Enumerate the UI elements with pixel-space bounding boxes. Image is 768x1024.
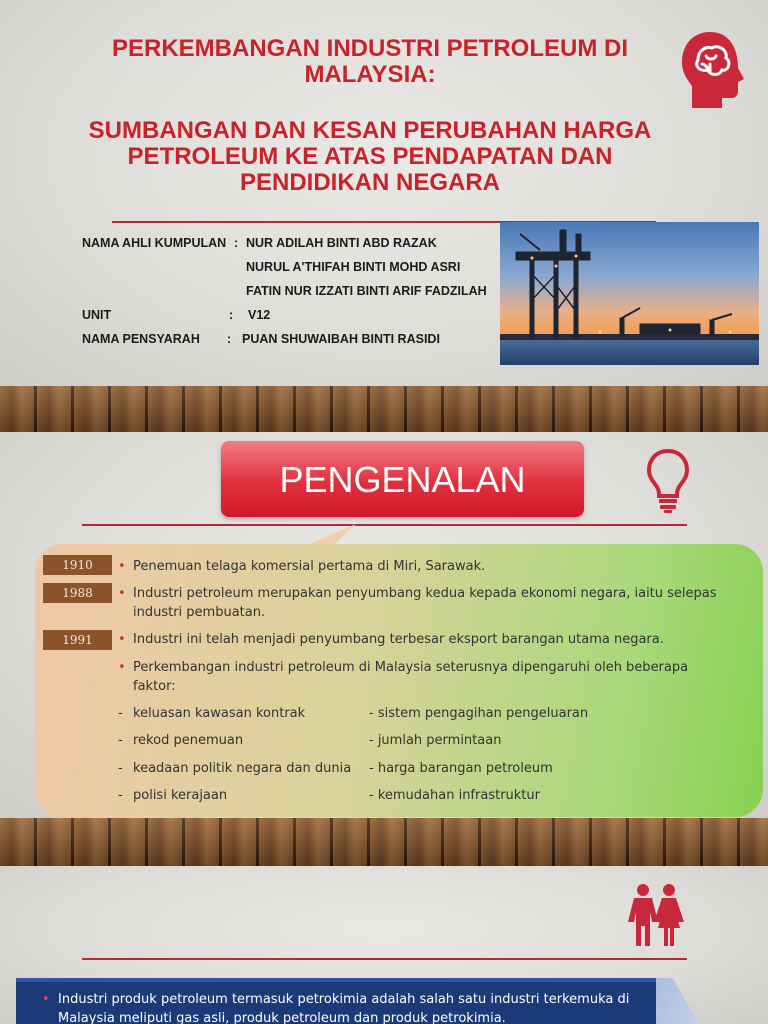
wood-divider-1 xyxy=(0,386,768,432)
slide-pengenalan xyxy=(0,432,768,818)
member-1: NUR ADILAH BINTI ABD RAZAK xyxy=(246,236,437,250)
year-badge-1991: 1991 xyxy=(43,630,112,650)
main-title xyxy=(40,36,700,88)
panel-text-line-2: Malaysia meliputi gas asli, produk petroleum dan produk petrokimia. xyxy=(58,1011,506,1024)
wood-divider-2 xyxy=(0,818,768,866)
unit-separator: : xyxy=(229,308,234,322)
factor-left-3: keadaan politik negara dan dunia xyxy=(133,761,352,776)
heading-divider xyxy=(82,524,687,526)
subtitle-line-1: SUMBANGAN DAN KESAN PERUBAHAN HARGA xyxy=(88,117,652,144)
factor-dash: - xyxy=(118,733,123,748)
members-separator: : xyxy=(234,236,239,250)
factor-left-1: keluasan kawasan kontrak xyxy=(133,706,306,721)
subtitle xyxy=(40,118,700,196)
slide3-divider xyxy=(82,958,687,960)
bullet-text: Industri ini telah menjadi penyumbang terbesar eksport barangan utama negara. xyxy=(133,632,664,647)
panel-text-line-1: Industri produk petroleum termasuk petrokimia adalah salah satu industri terkemuka di xyxy=(58,992,630,1007)
factor-left-4: polisi kerajaan xyxy=(133,788,228,803)
factor-dash: - xyxy=(118,788,123,803)
bullet-text: Industri petroleum merupakan penyumbang kedua kepada ekonomi negara, iaitu selepas xyxy=(133,586,717,601)
bullet-dot: • xyxy=(42,992,50,1007)
bullet-text: Penemuan telaga komersial pertama di Miri, Sarawak. xyxy=(133,559,486,574)
slide-title xyxy=(0,0,768,386)
section-heading: PENGENALAN xyxy=(221,441,584,517)
subtitle-line-3: PENDIDIKAN NEGARA xyxy=(239,169,500,196)
unit-value: V12 xyxy=(248,308,271,322)
subtitle-line-2: PETROLEUM KE ATAS PENDAPATAN DAN xyxy=(127,143,613,170)
factor-right-4: - kemudahan infrastruktur xyxy=(369,788,540,803)
oil-rig-photo xyxy=(500,222,759,365)
factor-right-1: - sistem pengagihan pengeluaran xyxy=(369,706,589,721)
brain-head-icon xyxy=(680,30,746,110)
year-badge-1910: 1910 xyxy=(43,555,112,575)
bullet-text-cont: faktor: xyxy=(133,679,176,694)
slide-industri xyxy=(0,866,768,1024)
bullet-dot: • xyxy=(118,559,126,574)
unit-label: UNIT xyxy=(82,308,112,322)
bullet-dot: • xyxy=(118,586,126,601)
bullet-text: Perkembangan industri petroleum di Malaysia seterusnya dipengaruhi oleh beberapa xyxy=(133,660,689,675)
couple-icon xyxy=(628,882,684,948)
lecturer-separator: : xyxy=(227,332,232,346)
bullet-dot: • xyxy=(118,632,126,647)
title-line-1: PERKEMBANGAN INDUSTRI PETROLEUM DI xyxy=(111,35,628,62)
lecturer-label: NAMA PENSYARAH xyxy=(82,332,200,346)
factor-dash: - xyxy=(118,706,123,721)
member-3: FATIN NUR IZZATI BINTI ARIF FADZILAH xyxy=(246,284,487,298)
year-badge-1988: 1988 xyxy=(43,583,112,603)
factor-right-2: - jumlah permintaan xyxy=(369,733,502,748)
bullet-dot: • xyxy=(118,660,126,675)
title-line-2: MALAYSIA: xyxy=(304,61,436,88)
factor-dash: - xyxy=(118,761,123,776)
members-label: NAMA AHLI KUMPULAN xyxy=(82,236,227,250)
lecturer-value: PUAN SHUWAIBAH BINTI RASIDI xyxy=(242,332,440,346)
bullet-text-cont: industri pembuatan. xyxy=(133,605,266,620)
lightbulb-icon xyxy=(646,448,690,514)
member-2: NURUL A'THIFAH BINTI MOHD ASRI xyxy=(246,260,461,274)
factor-right-3: - harga barangan petroleum xyxy=(369,761,553,776)
factor-left-2: rekod penemuan xyxy=(133,733,244,748)
info-panel xyxy=(16,978,656,1024)
